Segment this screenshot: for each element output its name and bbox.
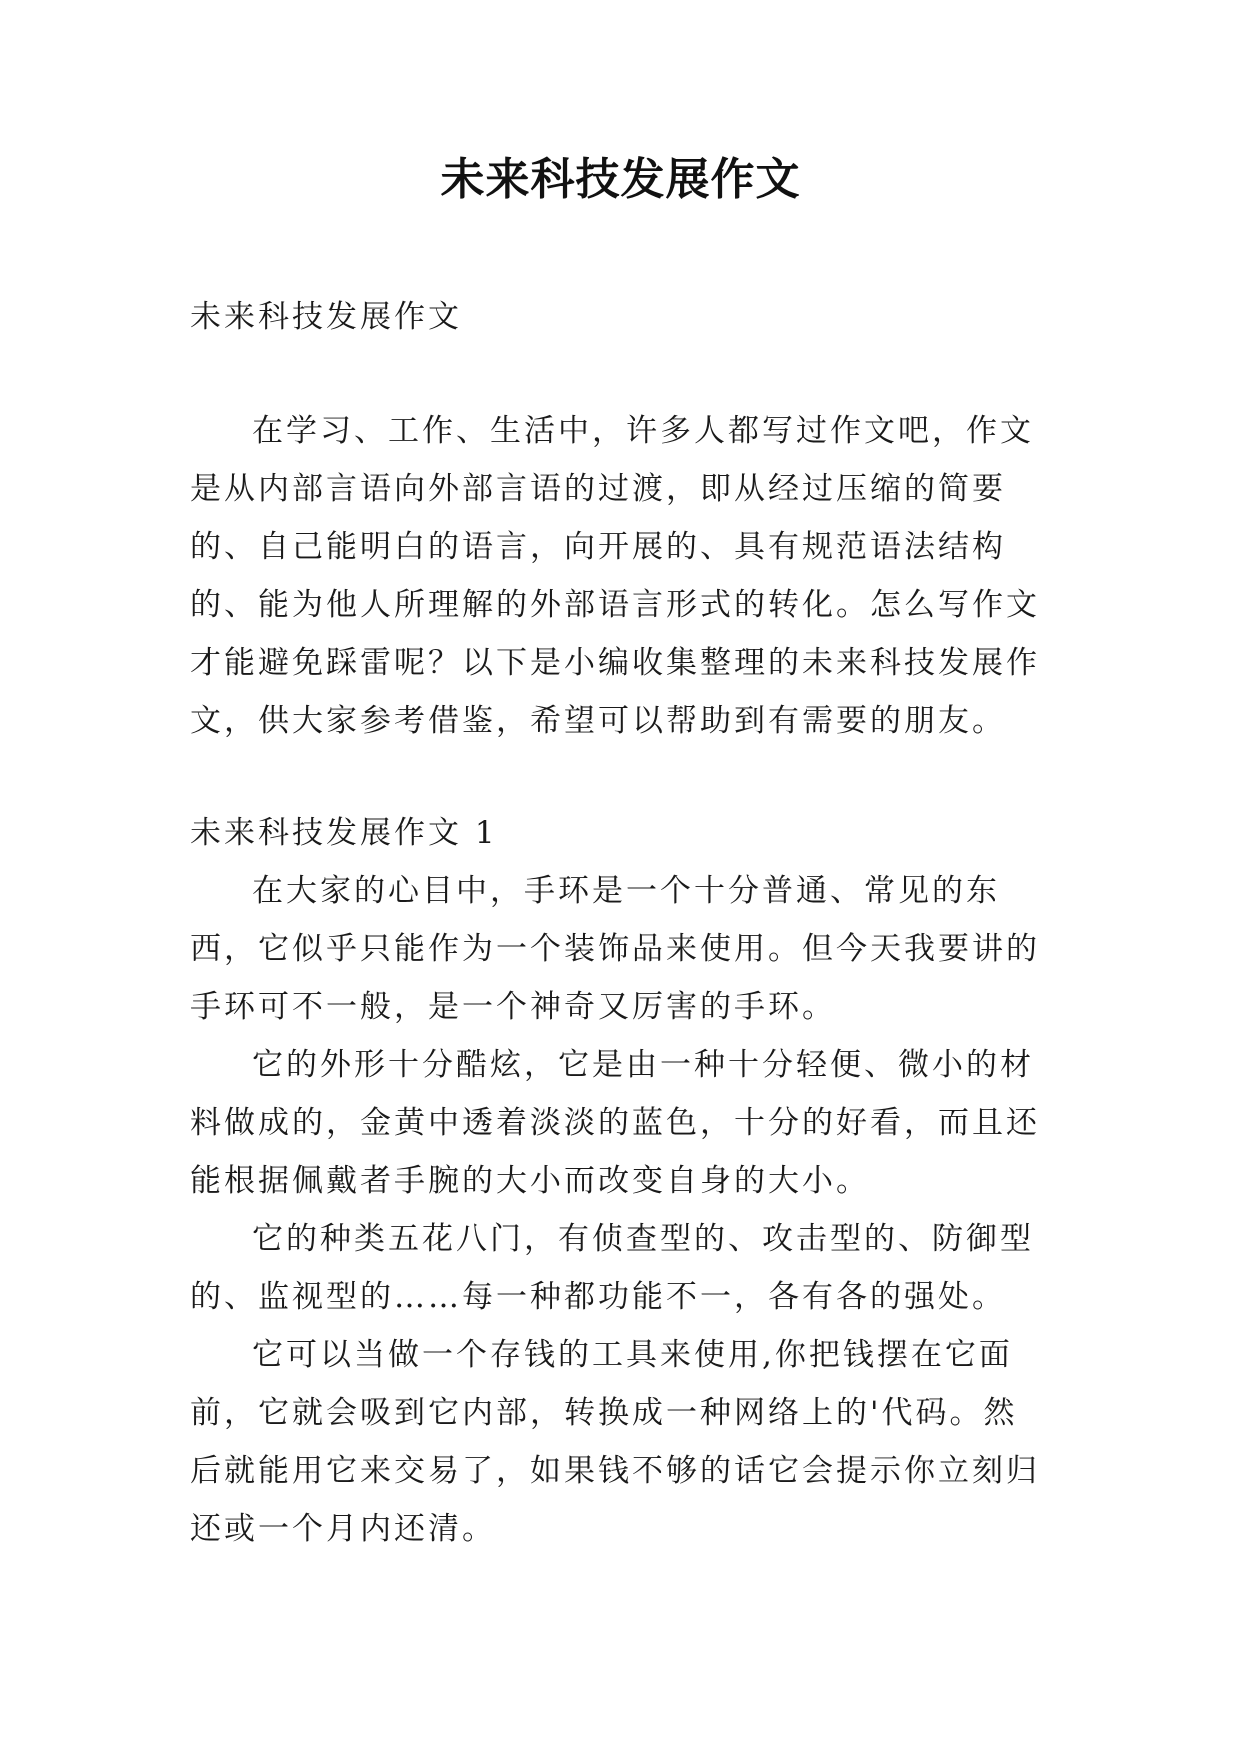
article-paragraph-4: 它可以当做一个存钱的工具来使用,你把钱摆在它面前，它就会吸到它内部，转换成一种网络上的'代码。然后就能用它来交易了，如果钱不够的话它会提示你立刻归还或一个月内还清。 [190,1337,1040,1547]
article-paragraph-3: 它的种类五花八门，有侦查型的、攻击型的、防御型的、监视型的……每一种都功能不一，各有各的强处。 [190,1221,1034,1315]
intro-paragraph: 在学习、工作、生活中，许多人都写过作文吧，作文是从内部言语向外部言语的过渡，即从经过压缩的简要的、自己能明白的语言，向开展的、具有规范语法结构的、能为他人所理解的外部语言形式的转化。怎么写作文才能避免踩雷呢？以下是小编收集整理的未来科技发展作文，供大家参考借鉴，希望可以帮助到有需要的朋友。 [190,413,1040,739]
document-subtitle: 未来科技发展作文 [190,299,462,335]
section-heading: 未来科技发展作文 1 [190,815,498,851]
document-title: 未来科技发展作文 [440,154,801,205]
article-paragraph-2: 它的外形十分酷炫，它是由一种十分轻便、微小的材料做成的，金黄中透着淡淡的蓝色，十分的好看，而且还能根据佩戴者手腕的大小而改变自身的大小。 [190,1047,1040,1199]
article-paragraph-1: 在大家的心目中，手环是一个十分普通、常见的东西，它似乎只能作为一个装饰品来使用。但今天我要讲的手环可不一般，是一个神奇又厉害的手环。 [190,873,1040,1025]
article-body [190,862,1050,1558]
intro-section [190,402,1050,750]
